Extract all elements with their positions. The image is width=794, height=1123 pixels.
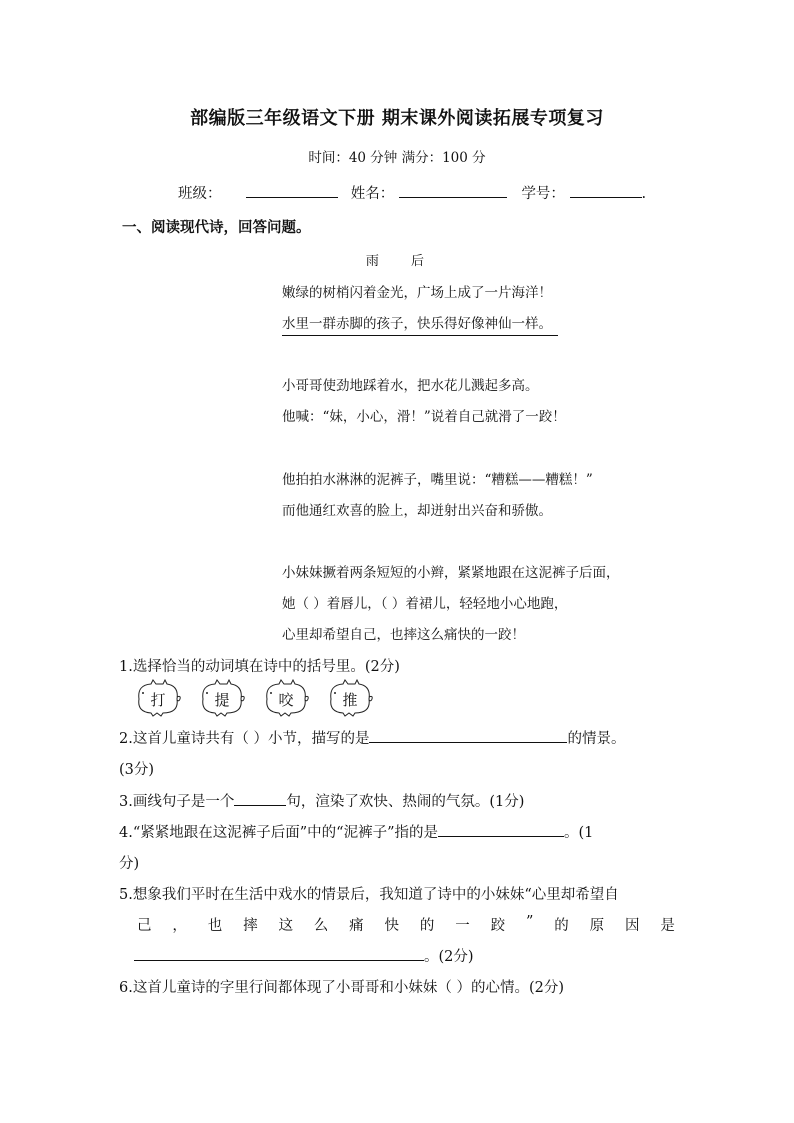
question-4-score: 分) [119, 856, 140, 872]
answer-blank[interactable] [369, 728, 567, 743]
question-5-line-3 [134, 945, 474, 966]
poem-line: 她（ ）着唇儿，（ ）着裙儿，轻轻地小心地跑， [282, 596, 568, 612]
question-4-text-end: 。(1 [563, 825, 594, 841]
char: 己 [137, 918, 152, 934]
question-2-text: 2.这首儿童诗共有（ ）小节，描写的是 [119, 731, 370, 747]
char: 么 [313, 918, 329, 934]
char: 痛 [349, 918, 364, 934]
question-2-score: (3分) [119, 762, 155, 778]
word-choice: 咬 [278, 691, 294, 709]
class-blank[interactable] [246, 183, 338, 198]
question-4-text: 4.“紧紧地跟在这泥裤子后面”中的“泥裤子”指的是 [119, 825, 438, 841]
question-5-line-2 [137, 914, 675, 935]
question-6: 6.这首儿童诗的字里行间都体现了小哥哥和小妹妹（ ）的心情。(2分) [119, 980, 564, 996]
answer-blank[interactable] [438, 822, 564, 837]
answer-blank[interactable] [134, 946, 424, 961]
poem-line: 心里却希望自己，也摔这么痛快的一跤！ [282, 627, 525, 643]
word-choice-card [197, 679, 247, 717]
word-choice-card [325, 679, 375, 717]
char: 的 [554, 918, 569, 934]
question-5-text-end: 。(2分) [424, 949, 474, 965]
char: 摔 [243, 918, 258, 934]
char: 是 [660, 918, 675, 934]
page-title: 部编版三年级语文下册 期末课外阅读拓展专项复习 [190, 108, 604, 129]
char: 这 [278, 918, 293, 934]
poem-title: 雨 后 [365, 254, 439, 269]
char: 跤 [490, 918, 506, 934]
char: ， [172, 918, 187, 934]
name-blank[interactable] [399, 183, 507, 198]
name-label: 姓名： [350, 186, 395, 202]
char: 因 [624, 918, 640, 934]
question-5: 5.想象我们平时在生活中戏水的情景后，我知道了诗中的小妹妹“心里却希望自 [119, 887, 619, 903]
poem-line: 嫩绿的树梢闪着金光，广场上成了一片海洋！ [282, 285, 552, 301]
char: ” [525, 914, 534, 930]
char: 也 [207, 918, 223, 934]
poem-line-underlined: 水里一群赤脚的孩子，快乐得好像神仙一样。 [282, 312, 558, 336]
poem-line: 而他通红欢喜的脸上，却迸射出兴奋和骄傲。 [282, 503, 552, 519]
question-2-text-end: 的情景。 [567, 731, 626, 747]
word-choice-card [261, 679, 311, 717]
word-choice: 提 [214, 691, 230, 709]
poem-line: 他拍拍水淋淋的泥裤子，嘴里说：“糟糕——糟糕！” [282, 472, 593, 488]
question-3 [119, 790, 524, 811]
poem-line: 小哥哥使劲地踩着水，把水花儿溅起多高。 [282, 378, 539, 394]
poem-line: 小妹妹撅着两条短短的小辫，紧紧地跟在这泥裤子后面， [282, 565, 620, 581]
word-choice: 打 [150, 691, 166, 709]
class-label: 班级： [178, 186, 222, 202]
char: 原 [589, 918, 605, 934]
answer-blank[interactable] [234, 791, 286, 806]
section-heading: 一、阅读现代诗，回答问题。 [122, 220, 311, 236]
char: 一 [455, 918, 470, 934]
word-choice-card [133, 679, 183, 717]
poem-line: 他喊：“妹，小心，滑！”说着自己就滑了一跤！ [282, 409, 566, 425]
id-blank[interactable] [570, 183, 642, 198]
word-choice: 推 [342, 691, 358, 709]
question-1: 1.选择恰当的动词填在诗中的括号里。(2分) [119, 659, 400, 675]
question-4 [119, 821, 593, 842]
exam-time-score: 时间：40 分钟 满分：100 分 [308, 150, 486, 166]
char: 的 [419, 918, 435, 934]
student-info-row [178, 182, 646, 203]
id-label: 学号： [521, 186, 565, 202]
char: 快 [384, 918, 400, 934]
end-mark: . [641, 186, 647, 202]
question-3-text-end: 句，渲染了欢快、热闹的气氛。(1分) [286, 794, 525, 810]
question-3-text: 3.画线句子是一个 [119, 794, 235, 810]
question-2 [119, 727, 625, 748]
